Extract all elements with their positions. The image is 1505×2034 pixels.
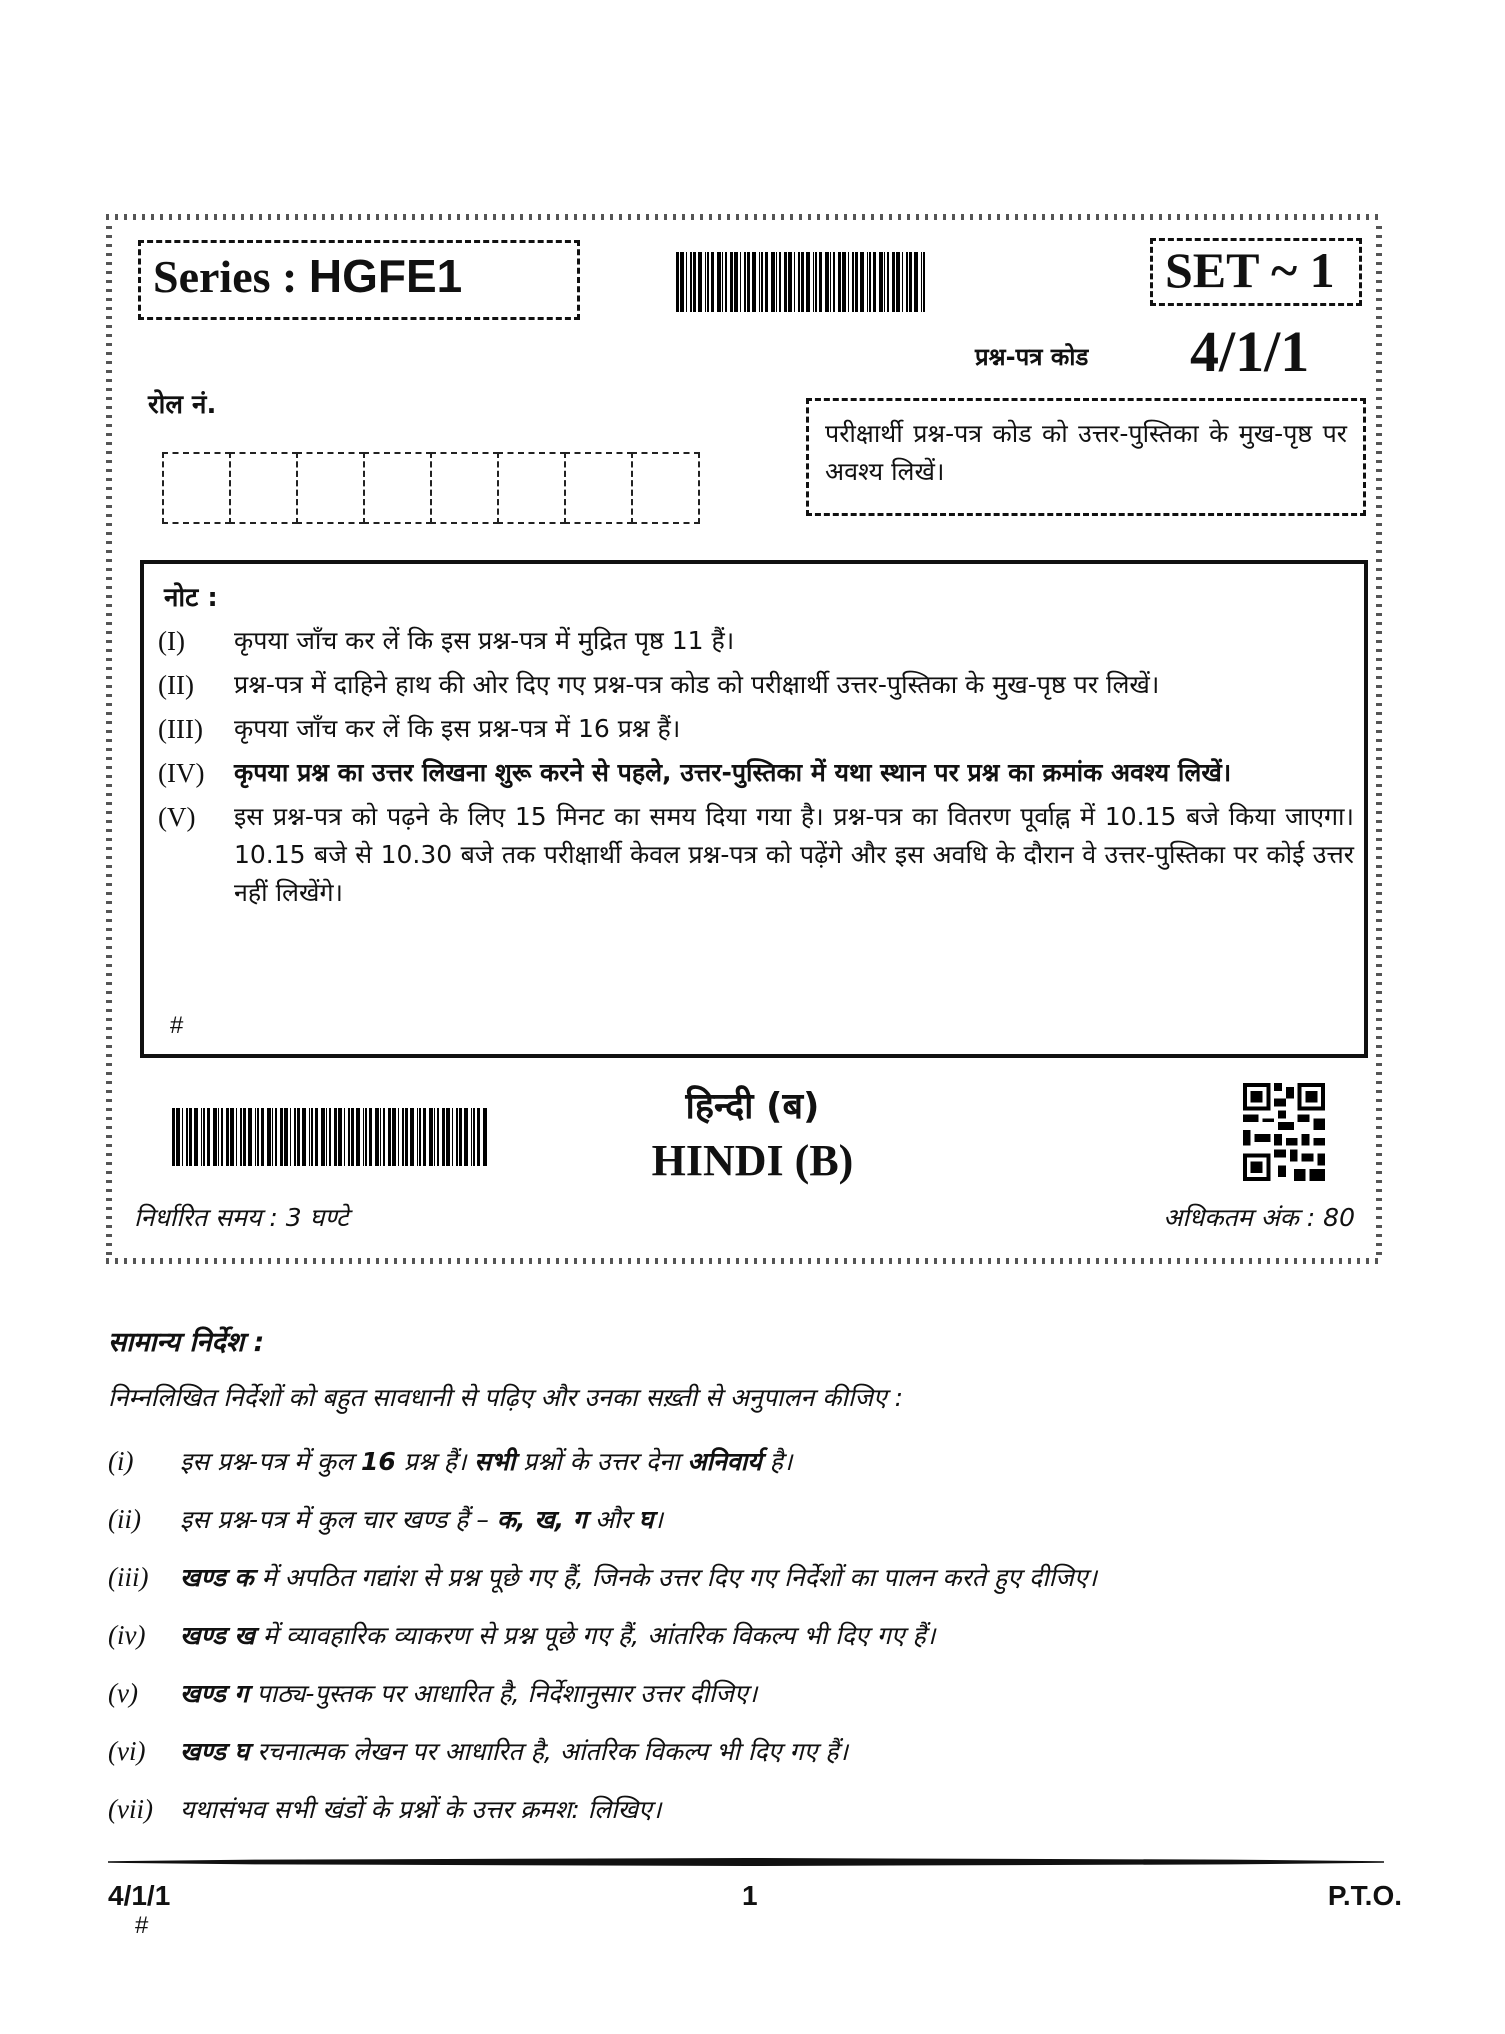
roll-number-cell[interactable] — [564, 452, 633, 524]
please-turn-over: P.T.O. — [1327, 1880, 1402, 1911]
roll-number-cell[interactable] — [363, 452, 432, 524]
footer-paper-code: 4/1/1 — [108, 1880, 171, 1911]
instruction-item — [108, 1664, 1408, 1722]
note-item-number: (III) — [158, 714, 203, 744]
code-instruction-text: परीक्षार्थी प्रश्न-पत्र कोड को उत्तर-पुस्तिका के मुख-पृष्ठ पर अवश्य लिखें। — [825, 419, 1347, 486]
footer-divider — [108, 1858, 1384, 1866]
instruction-item — [108, 1780, 1408, 1838]
general-instructions-intro: निम्नलिखित निर्देशों को बहुत सावधानी से पढ़िए और उनका सख़्ती से अनुपालन कीजिए : — [108, 1383, 904, 1412]
qr-code-icon — [1242, 1083, 1326, 1181]
series-code: HGFE1 — [308, 250, 463, 302]
instruction-text: खण्ड घ रचनात्मक लेखन पर आधारित है, आंतरिक विकल्प भी दिए गए हैं। — [180, 1737, 848, 1766]
note-item-number: (V) — [158, 802, 196, 832]
instruction-number: (i) — [108, 1445, 134, 1476]
instruction-number: (iv) — [108, 1619, 146, 1650]
instruction-number: (v) — [108, 1677, 138, 1708]
note-box — [140, 560, 1368, 1058]
instruction-text: खण्ड ग पाठ्य-पुस्तक पर आधारित है, निर्देशानुसार उत्तर दीजिए। — [180, 1679, 758, 1708]
instruction-item — [108, 1606, 1408, 1664]
note-item — [158, 710, 1354, 748]
instruction-item — [108, 1548, 1408, 1606]
question-paper-code-label: प्रश्न-पत्र कोड — [975, 343, 1089, 371]
maximum-marks: अधिकतम अंक : 80 — [1163, 1203, 1355, 1232]
instruction-number: (vii) — [108, 1793, 153, 1824]
code-instruction-box — [806, 398, 1366, 516]
note-item-text: कृपया जाँच कर लें कि इस प्रश्न-पत्र में 16 प्रश्न हैं। — [234, 714, 681, 743]
note-item-text: कृपया जाँच कर लें कि इस प्रश्न-पत्र में मुद्रित पृष्ठ 11 हैं। — [234, 626, 735, 655]
note-hash-mark: # — [170, 1012, 184, 1039]
subject-title-english: HINDI (B) — [651, 1136, 854, 1185]
page-number: 1 — [742, 1880, 758, 1911]
instruction-text: खण्ड ख में व्यावहारिक व्याकरण से प्रश्न पूछे गए हैं, आंतरिक विकल्प भी दिए गए हैं। — [180, 1621, 936, 1650]
note-item — [158, 666, 1354, 704]
roll-number-label: रोल नं. — [148, 390, 217, 420]
note-item-text: इस प्रश्न-पत्र को पढ़ने के लिए 15 मिनट का समय दिया गया है। प्रश्न-पत्र का वितरण पूर्वाह्न में 10.15 बजे किया जाएगा। 10.15 बजे से 10.30 बजे तक परीक्षार्थी केवल प्रश्न-पत्र को पढ़ेंगे और इस अवधि के दौरान वे उत्तर-पुस्तिका पर कोई उत्तर नहीं लिखेंगे। — [234, 802, 1354, 907]
footer-hash-mark: # — [135, 1912, 149, 1939]
instruction-text: इस प्रश्न-पत्र में कुल 16 प्रश्न हैं। सभी प्रश्नों के उत्तर देना अनिवार्य है। — [180, 1447, 793, 1476]
note-item-text: कृपया प्रश्न का उत्तर लिखना शुरू करने से पहले, उत्तर-पुस्तिका में यथा स्थान पर प्रश्न का क्रमांक अवश्य लिखें। — [234, 758, 1232, 787]
instruction-number: (iii) — [108, 1561, 149, 1592]
note-list — [158, 622, 1354, 912]
roll-number-cell[interactable] — [229, 452, 298, 524]
set-box — [1150, 238, 1362, 306]
instruction-text: खण्ड क में अपठित गद्यांश से प्रश्न पूछे गए हैं, जिनके उत्तर दिए गए निर्देशों का पालन करते हुए दीजिए। — [180, 1563, 1098, 1592]
note-title: नोट : — [164, 583, 218, 613]
note-item-number: (IV) — [158, 758, 205, 788]
subject-title-hindi: हिन्दी (ब) — [685, 1086, 820, 1127]
general-instructions-list — [108, 1432, 1408, 1838]
question-paper-code: 4/1/1 — [1190, 319, 1310, 384]
instruction-text: इस प्रश्न-पत्र में कुल चार खण्ड हैं – क, ख, ग और घ। — [180, 1505, 663, 1534]
roll-number-cell[interactable] — [430, 452, 499, 524]
instruction-number: (vi) — [108, 1735, 146, 1766]
note-item-text: प्रश्न-पत्र में दाहिने हाथ की ओर दिए गए प्रश्न-पत्र कोड को परीक्षार्थी उत्तर-पुस्तिका के मुख-पृष्ठ पर लिखें। — [234, 670, 1160, 699]
instruction-text: यथासंभव सभी खंडों के प्रश्नों के उत्तर क्रमश: लिखिए। — [180, 1795, 662, 1824]
barcode-top — [676, 252, 928, 312]
series-label: Series : HGFE1 — [153, 250, 463, 302]
note-item — [158, 754, 1354, 792]
general-instructions-title: सामान्य निर्देश : — [108, 1327, 265, 1358]
note-item — [158, 622, 1354, 660]
roll-number-grid — [162, 452, 698, 524]
series-box — [138, 240, 580, 320]
instruction-item — [108, 1490, 1408, 1548]
instruction-item — [108, 1432, 1408, 1490]
note-item — [158, 798, 1354, 912]
instruction-item — [108, 1722, 1408, 1780]
roll-number-cell[interactable] — [497, 452, 566, 524]
note-item-number: (II) — [158, 670, 194, 700]
roll-number-cell[interactable] — [631, 452, 700, 524]
set-label: SET ~ 1 — [1165, 242, 1335, 298]
instruction-number: (ii) — [108, 1503, 141, 1534]
note-item-number: (I) — [158, 626, 185, 656]
roll-number-cell[interactable] — [296, 452, 365, 524]
time-allowed: निर्धारित समय : 3 घण्टे — [134, 1203, 349, 1232]
roll-number-cell[interactable] — [162, 452, 231, 524]
